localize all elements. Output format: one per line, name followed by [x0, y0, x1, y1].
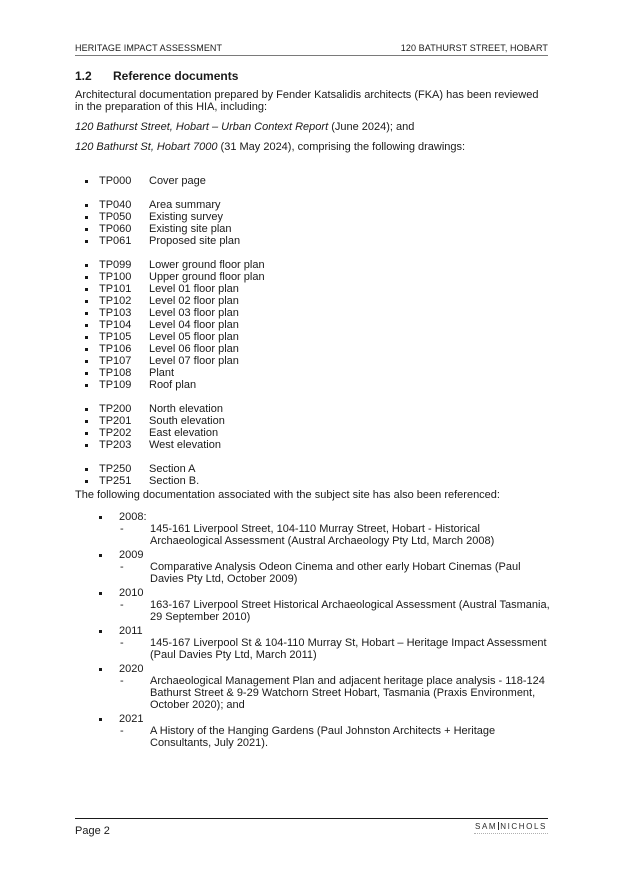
drawing-title: South elevation: [149, 415, 225, 427]
year-label: 2010: [119, 587, 144, 599]
reference-text: 145-167 Liverpool St & 104-110 Murray St, Hobart – Heritage Impact Assessment (Paul Davies Pty Ltd, March 2011): [150, 637, 547, 661]
drawing-item: [75, 223, 550, 235]
drawing-code: TP099: [99, 259, 132, 271]
drawing-code: TP103: [99, 307, 132, 319]
bullet-icon: [75, 283, 99, 295]
reference-entry: [75, 523, 550, 547]
logo-wordmark: SAM NICHOLS: [475, 822, 547, 831]
drawing-title: Proposed site plan: [149, 235, 241, 247]
drawing-item: [75, 235, 550, 247]
year-entry: [75, 587, 550, 623]
drawing-group: [75, 403, 550, 451]
drawing-title: Level 01 floor plan: [149, 283, 239, 295]
year-row: [75, 511, 550, 523]
drawing-item: [75, 379, 550, 391]
dash-bullet: -: [120, 523, 124, 535]
dash-bullet: -: [120, 637, 124, 649]
bullet-icon: [75, 295, 99, 307]
drawing-code: TP106: [99, 343, 132, 355]
dash-bullet: -: [120, 725, 124, 737]
drawing-title: Area summary: [149, 199, 221, 211]
year-row: [75, 713, 550, 725]
drawing-title: Roof plan: [149, 379, 197, 391]
year-entry: [75, 713, 550, 749]
drawing-code: TP251: [99, 475, 132, 487]
drawing-code: TP105: [99, 331, 132, 343]
footer-divider: [75, 818, 548, 819]
drawing-code: TP203: [99, 439, 132, 451]
drawing-title: Level 04 floor plan: [149, 319, 239, 331]
drawing-item: [75, 367, 550, 379]
drawing-item: [75, 199, 550, 211]
drawing-item: [75, 343, 550, 355]
drawing-code: TP061: [99, 235, 132, 247]
year-label: 2021: [119, 713, 144, 725]
drawing-title: Level 05 floor plan: [149, 331, 239, 343]
reference-text: Archaeological Management Plan and adjacent heritage place analysis - 118-124 Bathurst Street & 9-29 Watchorn Street Hobart, Tasmania (Praxis Environment, October 2020); and: [150, 675, 545, 711]
drawing-title: Upper ground floor plan: [149, 271, 265, 283]
bullet-icon: [75, 511, 119, 523]
year-label: 2008:: [119, 511, 147, 523]
drawing-title: West elevation: [149, 439, 221, 451]
drawing-group: [75, 463, 550, 487]
drawing-title: Level 07 floor plan: [149, 355, 239, 367]
drawing-title: Level 06 floor plan: [149, 343, 239, 355]
drawing-title: Plant: [149, 367, 175, 379]
bullet-icon: [75, 343, 99, 355]
year-label: 2009: [119, 549, 144, 561]
drawing-title: Cover page: [149, 175, 206, 187]
drawing-code: TP000: [99, 175, 132, 187]
reference-detail: (31 May 2024), comprising the following drawings:: [217, 141, 466, 153]
year-row: [75, 625, 550, 637]
year-entry: [75, 511, 550, 547]
bullet-icon: [75, 463, 99, 475]
drawing-item: [75, 259, 550, 271]
reference-urban-context-report: [75, 121, 550, 133]
drawing-item: [75, 295, 550, 307]
reference-text: 163-167 Liverpool Street Historical Archaeological Assessment (Austral Tasmania, 29 September 2010): [150, 599, 550, 623]
bullet-icon: [75, 211, 99, 223]
bullet-icon: [75, 271, 99, 283]
bullet-icon: [75, 367, 99, 379]
drawing-item: [75, 355, 550, 367]
drawing-title: Lower ground floor plan: [149, 259, 265, 271]
drawing-item: [75, 319, 550, 331]
drawing-title: Existing survey: [149, 211, 223, 223]
drawing-list: [75, 175, 550, 487]
reference-entry: [75, 599, 550, 623]
header-site-address: 120 BATHURST STREET, HOBART: [400, 43, 548, 53]
drawing-item: [75, 439, 550, 451]
bullet-icon: [75, 663, 119, 675]
drawing-code: TP050: [99, 211, 132, 223]
intro-paragraph: Architectural documentation prepared by Fender Katsalidis architects (FKA) has been reviewed in the preparation of this HIA, including:: [75, 89, 539, 113]
bullet-icon: [75, 355, 99, 367]
bullet-icon: [75, 379, 99, 391]
reference-text: 145-161 Liverpool Street, 104-110 Murray Street, Hobart - Historical Archaeological Assessment (Austral Archaeology Pty Ltd, March 2008): [150, 523, 495, 547]
drawing-code: TP101: [99, 283, 132, 295]
drawing-title: East elevation: [149, 427, 219, 439]
bullet-icon: [75, 713, 119, 725]
header-document-title: HERITAGE IMPACT ASSESSMENT: [75, 43, 223, 53]
bullet-icon: [75, 235, 99, 247]
bullet-icon: [75, 175, 99, 187]
year-entry: [75, 663, 550, 711]
drawing-group: [75, 175, 550, 187]
drawing-code: TP201: [99, 415, 132, 427]
drawing-title: Level 02 floor plan: [149, 295, 239, 307]
reference-title: 120 Bathurst Street, Hobart – Urban Context Report: [75, 121, 329, 133]
reference-entry: [75, 637, 550, 661]
reference-entry: [75, 725, 550, 749]
drawing-title: Level 03 floor plan: [149, 307, 239, 319]
bullet-icon: [75, 319, 99, 331]
drawing-item: [75, 271, 550, 283]
dash-bullet: -: [120, 561, 124, 573]
year-entry: [75, 549, 550, 585]
drawing-item: [75, 427, 550, 439]
drawing-code: TP100: [99, 271, 132, 283]
drawing-group: [75, 259, 550, 391]
section-number: 1.2: [75, 69, 92, 83]
bullet-icon: [75, 625, 119, 637]
drawing-code: TP200: [99, 403, 132, 415]
dash-bullet: -: [120, 599, 124, 611]
reference-text: A History of the Hanging Gardens (Paul Johnston Architects + Heritage Consultants, July 2021).: [150, 725, 496, 749]
drawing-item: [75, 463, 550, 475]
bullet-icon: [75, 331, 99, 343]
page-header: [75, 43, 548, 53]
section-title: Reference documents: [113, 69, 239, 83]
drawing-code: TP102: [99, 295, 132, 307]
reference-title: 120 Bathurst St, Hobart 7000: [75, 141, 218, 153]
drawing-title: Section B.: [149, 475, 200, 487]
year-row: [75, 587, 550, 599]
year-label: 2020: [119, 663, 144, 675]
year-entry: [75, 625, 550, 661]
drawing-item: [75, 331, 550, 343]
bullet-icon: [75, 259, 99, 271]
bullet-icon: [75, 415, 99, 427]
drawing-item: [75, 475, 550, 487]
drawing-code: TP104: [99, 319, 132, 331]
drawing-item: [75, 307, 550, 319]
drawing-item: [75, 283, 550, 295]
drawing-code: TP107: [99, 355, 132, 367]
bullet-icon: [75, 403, 99, 415]
reference-entry: [75, 675, 550, 711]
page-number: Page 2: [75, 825, 110, 837]
bullet-icon: [75, 439, 99, 451]
year-reference-list: [75, 511, 550, 749]
drawing-code: TP040: [99, 199, 132, 211]
drawing-item: [75, 415, 550, 427]
drawing-item: [75, 211, 550, 223]
reference-entry: [75, 561, 550, 585]
drawing-item: [75, 175, 550, 187]
also-referenced-paragraph: The following documentation associated with the subject site has also been referenced:: [75, 489, 500, 501]
year-row: [75, 549, 550, 561]
drawing-title: Section A: [149, 463, 196, 475]
header-divider: [75, 55, 548, 56]
sam-nichols-logo: [472, 822, 550, 836]
drawing-item: [75, 403, 550, 415]
drawing-code: TP202: [99, 427, 132, 439]
bullet-icon: [75, 475, 99, 487]
drawing-code: TP109: [99, 379, 132, 391]
bullet-icon: [75, 307, 99, 319]
year-row: [75, 663, 550, 675]
reference-drawing-set: [75, 141, 550, 153]
drawing-code: TP060: [99, 223, 132, 235]
dash-bullet: -: [120, 675, 124, 687]
section-heading: [75, 70, 550, 82]
bullet-icon: [75, 199, 99, 211]
drawing-title: North elevation: [149, 403, 223, 415]
bullet-icon: [75, 549, 119, 561]
drawing-code: TP250: [99, 463, 132, 475]
reference-detail: (June 2024); and: [328, 121, 415, 133]
drawing-code: TP108: [99, 367, 132, 379]
year-label: 2011: [119, 625, 143, 637]
bullet-icon: [75, 223, 99, 235]
logo-tagline: [474, 833, 548, 836]
page-content: [75, 70, 550, 751]
bullet-icon: [75, 427, 99, 439]
drawing-group: [75, 199, 550, 247]
reference-text: Comparative Analysis Odeon Cinema and other early Hobart Cinemas (Paul Davies Pty Ltd, October 2009): [150, 561, 521, 585]
bullet-icon: [75, 587, 119, 599]
drawing-title: Existing site plan: [149, 223, 232, 235]
